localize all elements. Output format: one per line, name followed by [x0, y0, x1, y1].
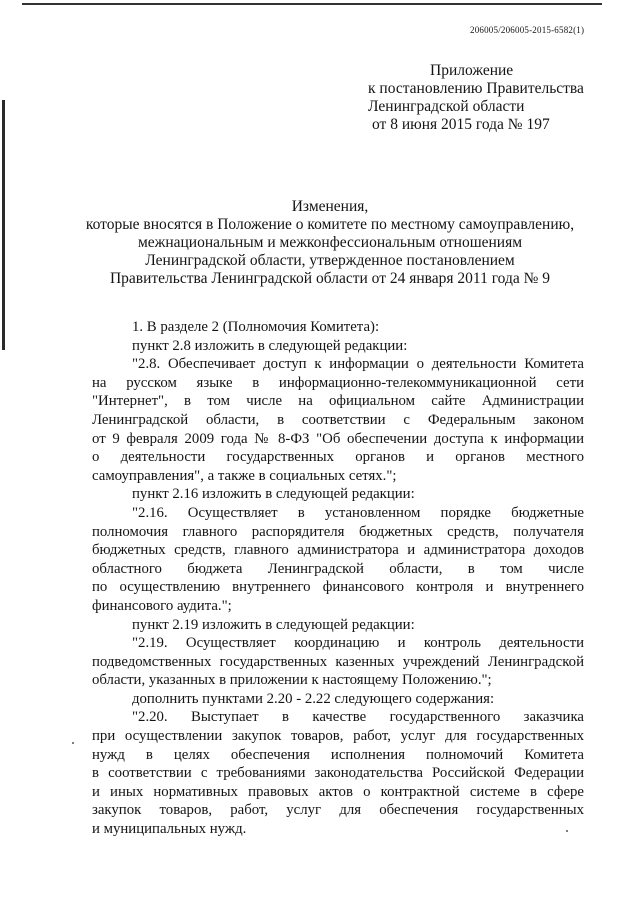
document-body [92, 318, 584, 839]
text-line: на русском языке в информационно-телекоммуникационной сети [92, 374, 584, 391]
scan-speck [72, 742, 74, 744]
text-line: "2.19. Осуществляет координацию и контроль деятельности [132, 635, 584, 652]
approval-line: к постановлению Правительства [368, 80, 584, 97]
text-line: и иных нормативных правовых актов о контрактной системе в сфере [92, 783, 584, 800]
text-line: финансового аудита."; [92, 597, 232, 614]
text-line: области, указанных в приложении к настоящему Положению."; [92, 672, 492, 689]
heading-line: межнациональным и межконфессиональным отношениям [137, 234, 523, 251]
approval-block [368, 62, 613, 134]
approval-line: Ленинградской области [368, 98, 525, 115]
paragraph-intro: пункт 2.19 изложить в следующей редакции: [132, 616, 415, 633]
heading-line: Ленинградской области, утвержденное постановлением [145, 252, 515, 269]
text-line: областного бюджета Ленинградской области, в том числе [92, 560, 584, 577]
paragraph-intro: пункт 2.8 изложить в следующей редакции: [132, 337, 408, 354]
text-line: Ленинградской области, в соответствии с Федеральным законом [92, 411, 584, 428]
section-heading: 1. В разделе 2 (Полномочия Комитета): [132, 319, 380, 335]
text-line: самоуправления", а также в социальных сетях."; [92, 467, 397, 484]
text-line: о деятельности государственных органов и органов местного [92, 449, 584, 466]
approval-line: Приложение [430, 62, 514, 79]
text-line: закупок товаров, работ, услуг для обеспечения государственных [92, 802, 584, 819]
text-line: от 9 февраля 2009 года № 8-ФЗ "Об обеспечении доступа к информации [92, 430, 584, 447]
document-id: 206005/206005-2015-6582(1) [470, 25, 585, 35]
text-line: в соответствии с требованиями законодательства Российской Федерации [92, 765, 584, 782]
paragraph-intro: пункт 2.16 изложить в следующей редакции: [132, 486, 415, 503]
text-line: "Интернет", в том числе на официальном сайте Администрации [92, 393, 584, 410]
text-line: "2.8. Обеспечивает доступ к информации о деятельности Комитета [132, 356, 584, 373]
text-line: по осуществлению внутреннего финансового контроля и внутреннего [92, 579, 584, 596]
approval-line: от 8 июня 2015 года № 197 [372, 116, 550, 133]
scan-top-border [22, 3, 602, 5]
scan-left-margin-line [2, 100, 5, 350]
text-line: полномочия главного распорядителя бюджетных средств, получателя [92, 523, 584, 540]
text-line: подведомственных государственных казенных учреждений Ленинградской [92, 653, 584, 670]
text-line: бюджетных средств, главного администратора и администратора доходов [92, 542, 584, 559]
text-line: "2.16. Осуществляет в установленном порядке бюджетные [132, 504, 584, 521]
heading-line: которые вносятся в Положение о комитете по местному самоуправлению, [85, 216, 575, 233]
text-line: "2.20. Выступает в качестве государственного заказчика [132, 709, 584, 726]
text-line: нужд в целях обеспечения исполнения полномочий Комитета [92, 746, 584, 763]
text-line: при осуществлении закупок товаров, работ, услуг для государственных [92, 728, 584, 745]
text-line: и муниципальных нужд. [92, 821, 247, 838]
heading-title: Изменения, [291, 198, 369, 215]
paragraph-intro: дополнить пунктами 2.20 - 2.22 следующего содержания: [132, 690, 495, 707]
document-heading [80, 198, 580, 288]
heading-line: Правительства Ленинградской области от 24 января 2011 года № 9 [109, 270, 551, 287]
